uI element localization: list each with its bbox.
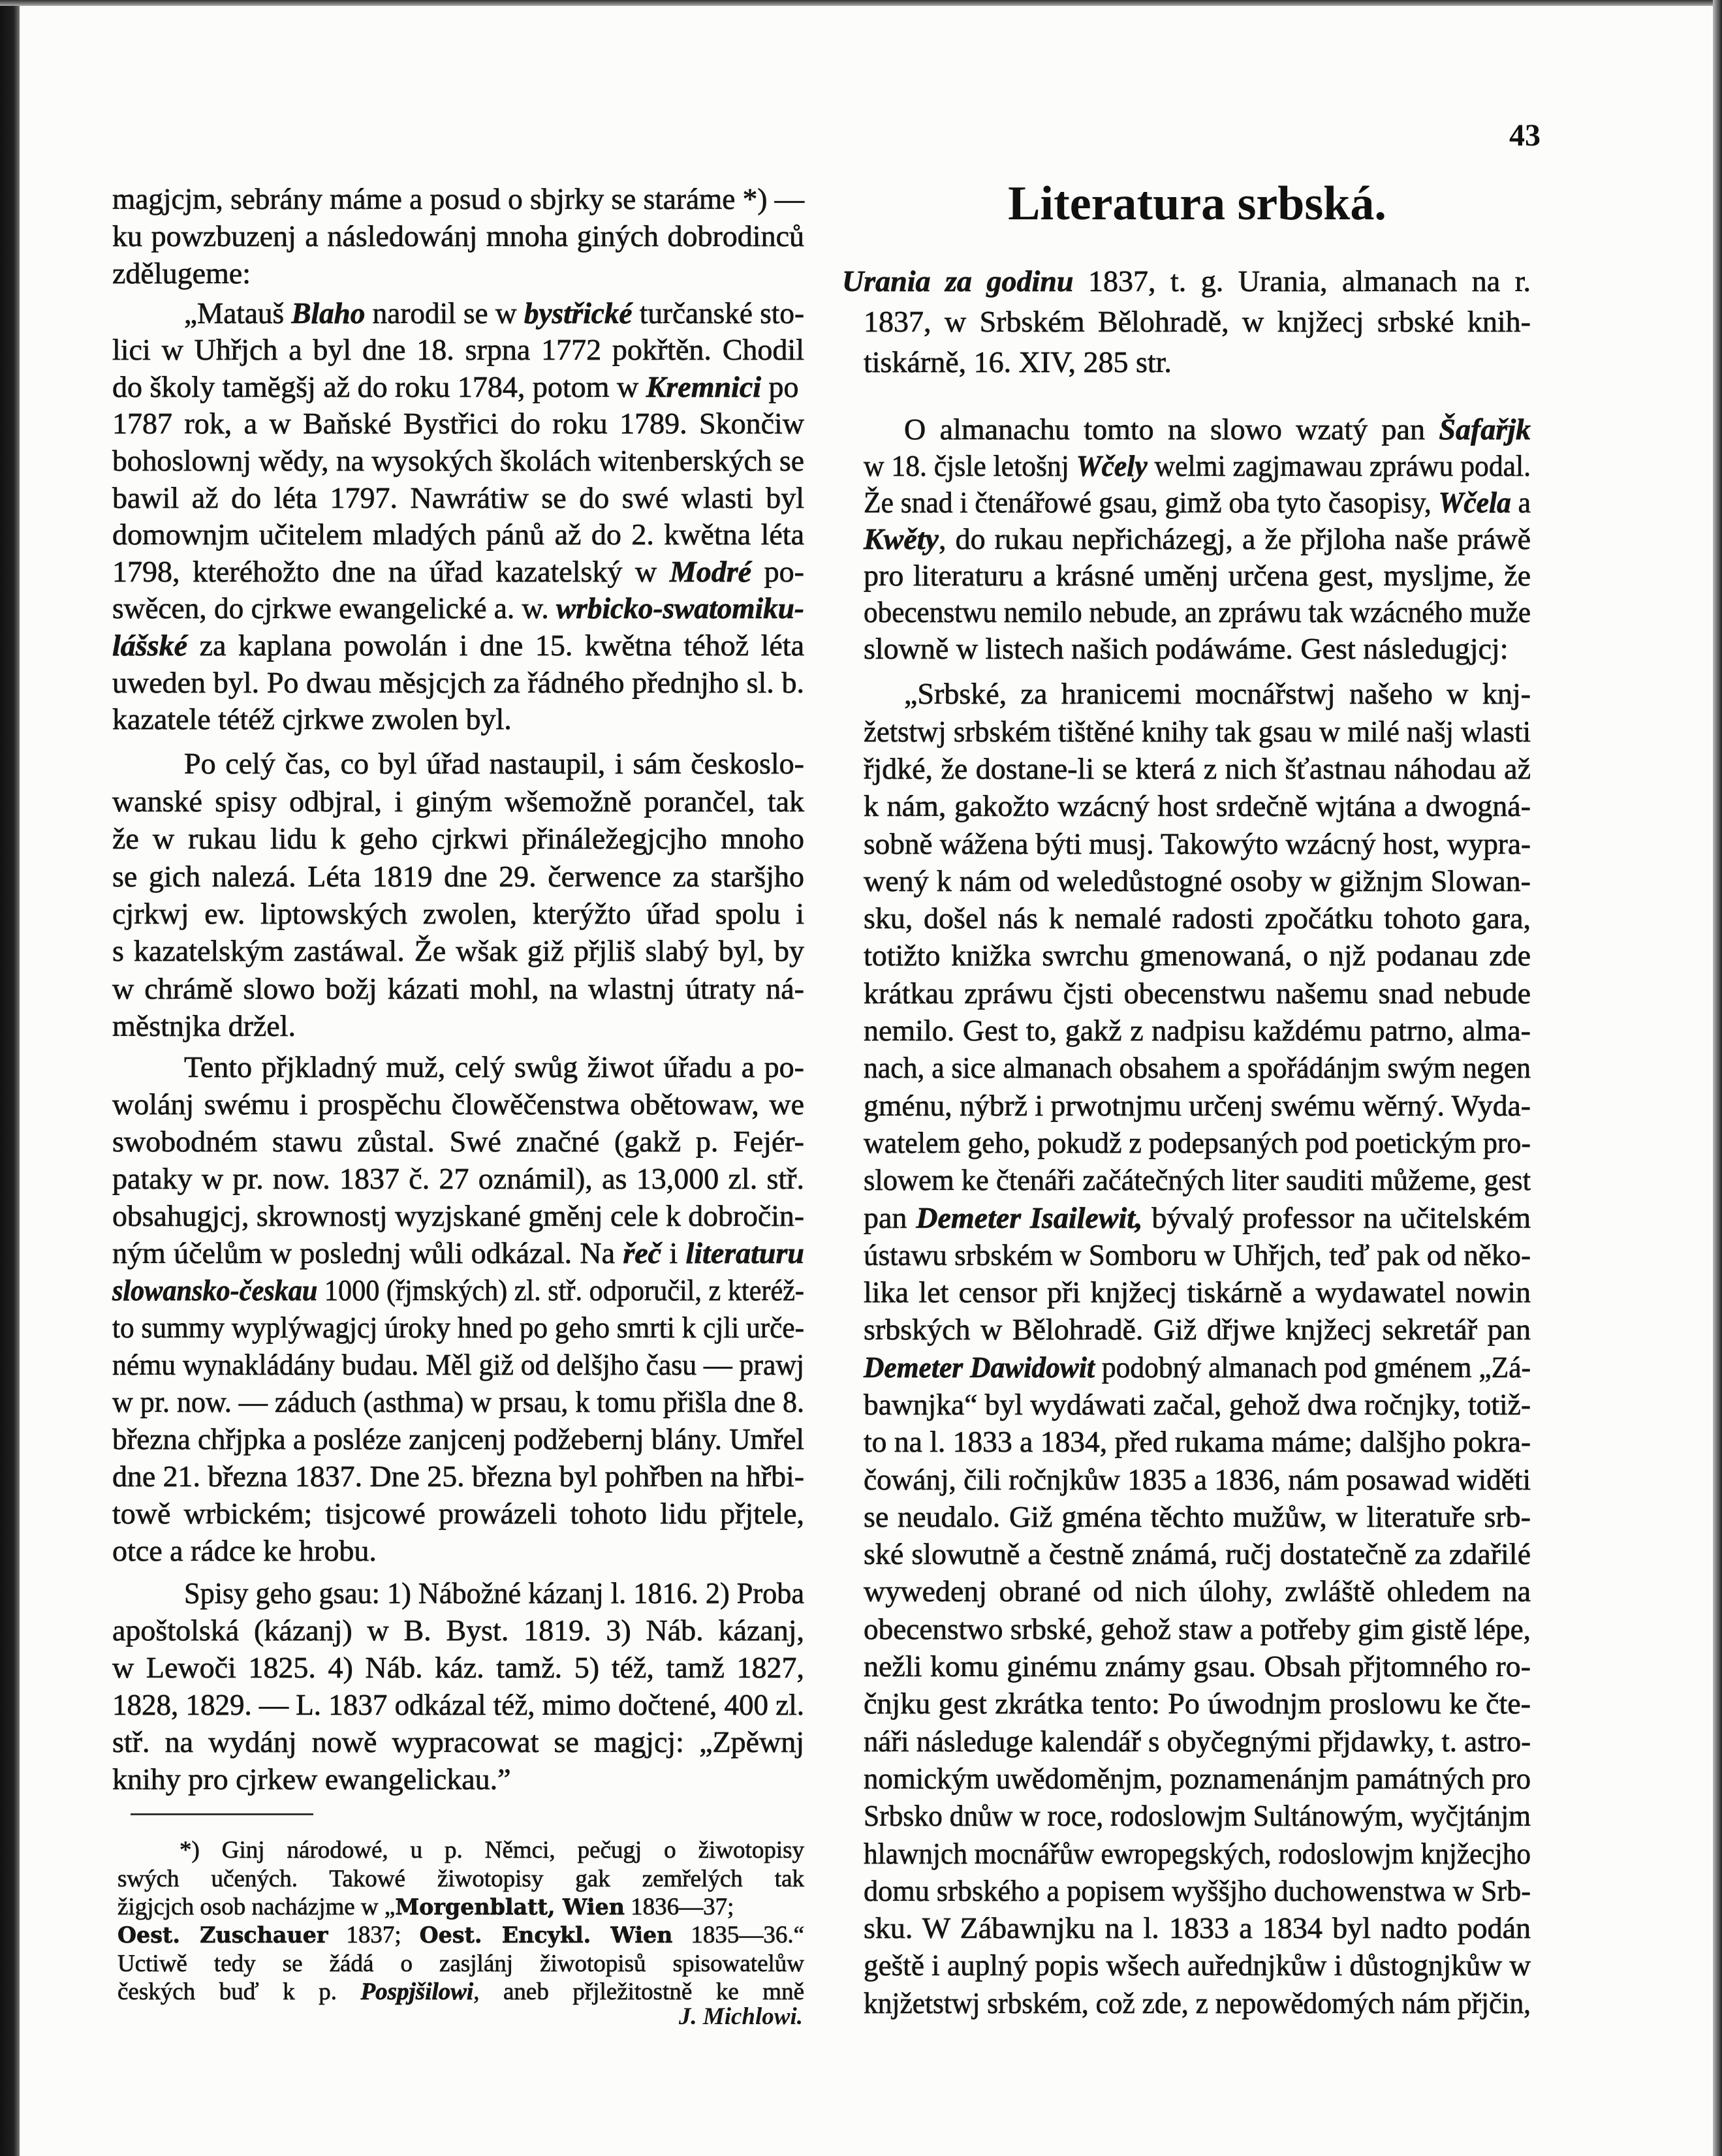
section-title: Literatura srbská. <box>1008 177 1386 230</box>
text-run: českých buď k p. <box>117 1978 361 2005</box>
text-run: *) Ginj národowé, u p. Němci, pečugj o žiwotopisy <box>180 1837 804 1864</box>
text-run: swobodném stawu zůstal. Swé značné (gakž p. Fejér- <box>112 1124 804 1158</box>
text-run: bohoslownj wědy, na wysokých školách witenberských se <box>112 444 804 478</box>
text-run: podobný almanach pod gménem „Zá- <box>1095 1350 1531 1384</box>
text-run: Uctiwě tedy se žádá o zasjlánj žiwotopisů spisowatelůw <box>117 1950 804 1977</box>
italic-run: lášské <box>112 629 187 663</box>
text-run: w pr. now. — záduch (asthma) w prsau, k tomu přišla dne 8. <box>112 1384 804 1418</box>
text-line <box>864 1311 1531 1348</box>
text-run: 1836—37; <box>624 1893 734 1920</box>
text-line <box>112 1346 804 1383</box>
text-line <box>112 1272 804 1309</box>
text-run: 1798, kteréhožto dne na úřad kazatelský w <box>112 554 670 588</box>
text-line <box>864 1236 1531 1273</box>
text-line <box>112 369 804 406</box>
text-run: geště i auplný popis wšech auřednjkůw i důstognjkůw w <box>864 1948 1531 1982</box>
text-run: to na l. 1833 a 1834, před rukama máme; dalšjho pokra- <box>864 1425 1531 1459</box>
text-run: 1837; <box>328 1922 420 1949</box>
left-paragraph-1 <box>112 180 804 292</box>
text-run: Srbsko dnůw w roce, rodoslowjm Sultánowým, wyčjtánjm <box>864 1799 1531 1833</box>
text-run: k nám, gakožto wzácný host srdečně wjtána a dwogná- <box>864 789 1531 823</box>
text-run: Že snad i čtenářowé gsau, gimž oba tyto časopisy, <box>864 486 1439 519</box>
italic-run: slowansko-českau <box>112 1273 318 1307</box>
text-run: slowně w listech našich podáwáme. Gest následugjcj: <box>864 632 1509 665</box>
text-run: wolánj swému i prospěchu člowěčenstwa obětowaw, we <box>112 1087 804 1121</box>
fraktur-run: Morgenblatt, Wien <box>395 1894 625 1920</box>
text-run: 1837, w Srbském Bělohradě, w knjžecj srbské knih- <box>864 305 1531 338</box>
text-line <box>864 937 1531 974</box>
italic-run: Wčely <box>1076 449 1148 482</box>
italic-run: Urania za godinu <box>842 264 1074 298</box>
text-run: watelem geho, pokudž z podepsaných pod poetickým pro- <box>864 1125 1531 1159</box>
text-line <box>864 975 1531 1012</box>
text-run: swěcen, do cjrkwe ewangelické a. w. <box>112 591 556 625</box>
text-line <box>864 1760 1531 1797</box>
text-line <box>842 261 1531 302</box>
text-line <box>864 1461 1531 1498</box>
text-run: ným účelům w poslednj wůli odkázal. Na <box>112 1236 623 1270</box>
text-line <box>117 1865 804 1893</box>
text-line <box>864 1161 1531 1198</box>
text-line <box>864 1012 1531 1049</box>
text-run: se gich nalezá. Léta 1819 dne 29. čerwence za staršjho <box>112 859 804 893</box>
text-run: Tento přjkladný muž, celý swůg žiwot úřadu a po- <box>184 1050 804 1084</box>
right-paragraph-2 <box>864 675 1531 2022</box>
text-run: slowem ke čtenáři začátečných liter sauditi můžeme, gest <box>864 1163 1531 1197</box>
text-run: bawil až do léta 1797. Nawrátiw se do swé wlasti byl <box>112 480 804 514</box>
text-line <box>112 895 804 932</box>
text-line <box>864 1946 1531 1984</box>
text-run: lici w Uhřjch a byl dne 18. srpna 1772 pokřtěn. Chodil <box>112 333 804 367</box>
text-line <box>112 1420 804 1458</box>
text-line <box>117 1893 804 1921</box>
text-run: řjdké, že dostane-li se která z nich šťastnau náhodau až <box>864 751 1531 785</box>
italic-run: řeč <box>623 1236 662 1270</box>
text-run: lika let censor při knjžecj tiskárně a wydawatel nowin <box>864 1275 1531 1309</box>
italic-run: wrbicko-swatomiku- <box>556 591 804 625</box>
text-line <box>117 1921 804 1949</box>
text-line <box>864 1872 1531 1909</box>
text-line <box>112 664 804 702</box>
text-line <box>180 1836 804 1864</box>
text-line <box>864 862 1531 899</box>
text-run: 1000 (řjmských) zl. stř. odporučil, z kteréž- <box>317 1273 804 1307</box>
text-line <box>864 342 1531 383</box>
text-line <box>184 295 804 332</box>
italic-run: Demeter Dawidowit <box>864 1350 1095 1384</box>
text-run: pro literaturu a krásné uměnj určena gest, mysljme, že <box>864 559 1531 592</box>
text-run: wywedenj obrané od nich úlohy, zwláště ohledem na <box>864 1574 1531 1608</box>
text-run: , do rukau nepřicházegj, a že přjloha naše práwě <box>938 522 1531 555</box>
text-run: w Lewoči 1825. 4) Náb. káz. tamž. 5) též, tamž 1827, <box>112 1650 804 1684</box>
text-run: po <box>761 369 799 403</box>
text-run: sku, došel nás k nemalé radosti zpočátku tohoto gara, <box>864 901 1531 935</box>
italic-run: Pospjšilowi <box>360 1978 474 2005</box>
text-line <box>112 1160 804 1197</box>
text-run: w chrámě slowo božj kázati mohl, na wlastnj útraty ná- <box>112 971 804 1005</box>
text-run: nemilo. Gest to, gakž z nadpisu každému patrno, alma- <box>864 1014 1531 1048</box>
text-run: swých učených. Takowé žiwotopisy gak zemřelých tak <box>117 1865 804 1892</box>
text-line <box>864 631 1531 667</box>
text-run: turčanské sto- <box>632 296 804 330</box>
text-line <box>864 557 1531 594</box>
bibliography-entry <box>842 261 1531 383</box>
text-line <box>864 1572 1531 1610</box>
text-run: bawnjka“ byl wydáwati začal, gehož dwa ročnjky, totiž- <box>864 1387 1531 1421</box>
text-line <box>112 516 804 554</box>
text-run: domownjm učitelem mladých pánů až do 2. kwětna léta <box>112 518 804 552</box>
text-run: sku. W Zábawnjku na l. 1833 a 1834 byl nadto podán <box>864 1911 1531 1945</box>
text-line <box>904 675 1531 712</box>
text-line <box>864 521 1531 557</box>
text-run: ku powzbuzenj a následowánj mnoha giných dobrodinců <box>112 219 804 253</box>
italic-run: literaturu <box>685 1236 804 1270</box>
text-run: žigjcjch osob nacházjme w „ <box>117 1893 396 1920</box>
text-run: krátkau zpráwu čjsti obecenstwu našemu snad nebude <box>864 976 1531 1010</box>
text-run: magjcjm, sebrány máme a posud o sbjrky se staráme *) — <box>112 181 804 215</box>
text-line <box>112 480 804 517</box>
text-run: s kazatelským zastáwal. Že wšak giž přjliš slabý byl, by <box>112 934 804 968</box>
text-run: cjrkwj ew. liptowských zwolen, kterýžto úřad spolu i <box>112 896 804 930</box>
text-line <box>864 899 1531 937</box>
text-line <box>112 627 804 664</box>
text-line <box>112 1086 804 1123</box>
text-run: 1828, 1829. — L. 1837 odkázal též, mimo dočtené, 400 zl. <box>112 1687 804 1721</box>
text-run: ské slowutně a čestně známá, ručj dostatečně za zdařilé <box>864 1537 1531 1571</box>
text-line <box>864 1723 1531 1760</box>
text-line <box>112 1234 804 1272</box>
text-run: za kaplana powolán i dne 15. kwětna téhož léta <box>187 629 804 663</box>
text-line <box>864 713 1531 750</box>
text-line <box>864 1610 1531 1648</box>
text-line <box>112 332 804 369</box>
fraktur-run: Oest. Zuschauer <box>117 1922 328 1948</box>
fraktur-run: Oest. Encykl. Wien <box>419 1922 673 1948</box>
text-run: sobně wážena býti musj. Takowýto wzácný host, wypra- <box>864 826 1531 860</box>
italic-run: Demeter Isailewit, <box>916 1200 1143 1234</box>
text-run: narodil se w <box>365 296 524 330</box>
scan-border-top <box>0 0 1722 6</box>
text-run: ústawu srbském w Somboru w Uhřjch, teď pak od něko- <box>864 1238 1531 1272</box>
text-line <box>864 1386 1531 1423</box>
text-line <box>864 750 1531 787</box>
text-run: Spisy geho gsau: 1) Nábožné kázanj l. 1816. 2) Proba <box>184 1576 804 1610</box>
text-line <box>112 1532 804 1569</box>
text-run: welmi zagjmawau zpráwu podal. <box>1147 449 1531 482</box>
footnote-signature: J. Michlowi. <box>678 2003 803 2030</box>
text-run: zdělugeme: <box>112 256 251 290</box>
text-line <box>864 1349 1531 1386</box>
text-line <box>864 1273 1531 1311</box>
left-paragraph-4 <box>112 1048 804 1569</box>
text-run: že w rukau lidu k geho cjrkwi přináležegjcjho mnoho <box>112 822 804 856</box>
italic-run: Wčela <box>1438 486 1511 519</box>
text-run: O almanachu tomto na slowo wzatý pan <box>904 413 1439 446</box>
scan-border-left <box>0 0 20 2156</box>
text-line <box>184 1048 804 1086</box>
left-paragraph-5 <box>112 1574 804 1798</box>
text-run: tiskárně, 16. XIV, 285 str. <box>864 345 1172 379</box>
text-run: a <box>1511 486 1531 519</box>
text-line <box>112 701 804 738</box>
text-line <box>112 1007 804 1044</box>
italic-run: Modré <box>669 554 752 588</box>
text-run: čowánj, čili ročnjkůw 1835 a 1836, nám posawad widěti <box>864 1462 1531 1496</box>
text-line <box>184 1574 804 1612</box>
text-line <box>864 1797 1531 1834</box>
right-paragraph-1 <box>864 411 1531 667</box>
text-line <box>864 448 1531 484</box>
text-line <box>112 590 804 627</box>
text-run: towě wrbickém; tisjcowé prowázeli tohoto lidu přjtele, <box>112 1496 804 1530</box>
text-line <box>112 405 804 443</box>
italic-run: Blaho <box>291 296 366 330</box>
text-run: kazatele tétéž cjrkwe zwolen byl. <box>112 702 512 736</box>
text-run: nach, a sice almanach obsahem a spořádánjm swým negen <box>864 1051 1531 1085</box>
text-run: nomickým uwědoměnjm, poznamenánjm památných pro <box>864 1761 1531 1795</box>
text-run: otce a rádce ke hrobu. <box>112 1533 377 1567</box>
text-run: , aneb přjležitostně ke mně <box>473 1978 804 2005</box>
text-line <box>864 1535 1531 1572</box>
text-line <box>864 1835 1531 1872</box>
left-paragraph-2 <box>112 295 804 738</box>
text-run: po- <box>751 554 804 588</box>
footnote-rule <box>131 1813 313 1815</box>
text-run: nežli komu ginému známy gsau. Obsah přjtomného ro- <box>864 1649 1531 1683</box>
text-line <box>112 554 804 591</box>
text-run: žetstwj srbském tištěné knihy tak gsau w milé našj wlasti <box>864 714 1531 748</box>
text-line <box>864 1685 1531 1722</box>
text-line <box>112 1458 804 1495</box>
text-line <box>864 1087 1531 1124</box>
text-line <box>112 1649 804 1686</box>
text-line <box>117 1978 804 2006</box>
text-run: se neudalo. Giž gména těchto mužůw, w literatuře srb- <box>864 1499 1531 1533</box>
text-run: totižto knižka swrchu gmenowaná, o njž podanau zde <box>864 939 1531 973</box>
text-line <box>112 255 804 292</box>
text-line <box>112 932 804 969</box>
left-paragraph-3 <box>112 745 804 1044</box>
text-line <box>864 484 1531 521</box>
text-run: „Matauš <box>184 296 292 330</box>
text-line <box>864 594 1531 631</box>
text-line <box>112 858 804 895</box>
text-run: března chřjpka a posléze zanjcenj podžebernj blány. Umřel <box>112 1422 804 1456</box>
text-line <box>184 745 804 782</box>
italic-run: Šafařjk <box>1439 413 1531 446</box>
italic-run: bystřické <box>524 296 633 330</box>
text-run: wený k nám od weledůstogné osoby w gižnjm Slowan- <box>864 864 1531 898</box>
text-run: i <box>661 1236 686 1270</box>
text-line <box>864 1423 1531 1460</box>
text-line <box>112 1123 804 1160</box>
text-line <box>864 1049 1531 1086</box>
text-run: gménu, nýbrž i prwotnjmu určenj swému wěrný. Wyda- <box>864 1088 1531 1122</box>
text-line <box>864 787 1531 824</box>
text-run: hlawnjch mocnářůw ewropegských, rodoslowjm knjžecjho <box>864 1836 1531 1870</box>
text-line <box>112 1383 804 1420</box>
page-number: 43 <box>1509 118 1541 153</box>
text-line <box>864 1199 1531 1236</box>
text-line <box>112 217 804 255</box>
text-run: w 18. čjsle letošnj <box>864 449 1076 482</box>
text-line <box>864 1984 1531 2022</box>
text-run: bývalý professor na učitelském <box>1142 1200 1531 1234</box>
text-line <box>864 1909 1531 1946</box>
text-run: 1837, t. g. Urania, almanach na r. <box>1073 264 1531 298</box>
text-run: pan <box>864 1200 916 1234</box>
text-line <box>864 825 1531 862</box>
text-run: uweden byl. Po dwau měsjcjch za řádného přednjho sl. b. <box>112 665 804 699</box>
footnote <box>117 1836 804 2006</box>
text-run: srbských w Bělohradě. Giž dřjwe knjžecj sekretář pan <box>864 1313 1531 1347</box>
text-run: wanské spisy odbjral, i giným wšemožně porančel, tak <box>112 784 804 818</box>
text-line <box>112 1686 804 1723</box>
text-run: stř. na wydánj nowě wypracowat se magjcj: „Zpěwnj <box>112 1725 804 1758</box>
text-run: nému wynakládány budau. Měl giž od delšjho času — prawj <box>112 1347 804 1381</box>
text-run: apoštolská (kázanj) w B. Byst. 1819. 3) Náb. kázanj, <box>112 1613 804 1647</box>
text-run: obecenstwo srbské, gehož staw a potřeby gim gistě lépe, <box>864 1612 1531 1646</box>
text-line <box>112 1495 804 1532</box>
scan-border-right <box>1713 0 1722 2156</box>
text-run: dne 21. března 1837. Dne 25. března byl pohřben na hřbi- <box>112 1459 804 1493</box>
text-line <box>112 1612 804 1649</box>
text-line <box>112 1723 804 1760</box>
text-run: Po celý čas, co byl úřad nastaupil, i sám českoslo- <box>184 747 804 781</box>
text-line <box>112 820 804 857</box>
text-line <box>864 1498 1531 1535</box>
text-line <box>112 970 804 1007</box>
text-line <box>112 180 804 217</box>
italic-run: Kremnici <box>646 369 762 403</box>
text-line <box>112 443 804 480</box>
text-run: náři následuge kalendář s obyčegnými přjdawky, t. astro- <box>864 1724 1531 1758</box>
text-run: městnjka držel. <box>112 1009 296 1043</box>
text-run: „Srbské, za hranicemi mocnářstwj našeho w knj- <box>904 677 1531 711</box>
text-line <box>117 1950 804 1978</box>
text-run: obsahugjcj, skrownostj wyzjskané gměnj cele k dobročin- <box>112 1198 804 1232</box>
text-run: knihy pro cjrkew ewangelickau.” <box>112 1762 511 1796</box>
italic-run: Kwěty <box>864 522 939 555</box>
text-run: 1787 rok, a w Baňské Bystřici do roku 1789. Skončiw <box>112 407 804 441</box>
text-run: 1835—36.“ <box>672 1922 804 1949</box>
text-line <box>112 1197 804 1234</box>
text-run: čnjku gest zkrátka tento: Po úwodnjm proslowu ke čte- <box>864 1687 1531 1721</box>
text-run: pataky w pr. now. 1837 č. 27 oznámil), as 13,000 zl. stř. <box>112 1161 804 1195</box>
text-line <box>904 411 1531 448</box>
text-line <box>112 1309 804 1346</box>
text-line <box>112 1760 804 1798</box>
text-run: domu srbského a popisem wyššjho duchowenstwa w Srb- <box>864 1873 1531 1907</box>
text-run: obecenstwu nemilo nebude, an zpráwu tak wzácného muže <box>864 595 1531 629</box>
text-line <box>864 302 1531 342</box>
text-run: do školy tamĕgšj až do roku 1784, potom w <box>112 369 646 403</box>
text-line <box>112 783 804 820</box>
text-run: to summy wyplýwagjcj úroky hned po geho smrti k cjli urče- <box>112 1310 804 1344</box>
text-run: knjžetstwj srbském, což zde, z nepowědomých nám přjčin, <box>864 1986 1531 2020</box>
text-line <box>864 1648 1531 1685</box>
text-line <box>864 1124 1531 1161</box>
